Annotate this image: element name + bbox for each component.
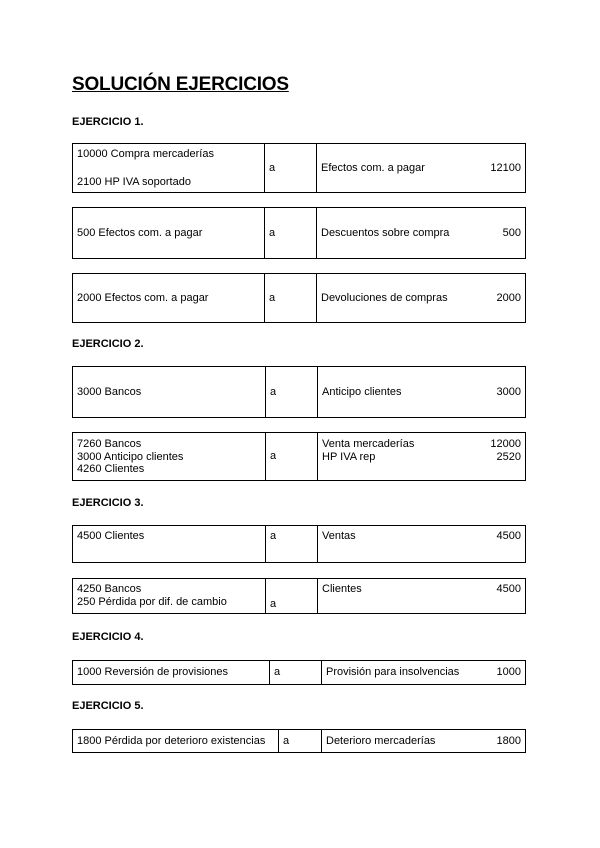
credit-amount: 12000 — [490, 438, 521, 450]
credit-cell — [321, 661, 525, 684]
credit-account: Clientes — [322, 583, 362, 595]
credit-cell — [316, 274, 525, 322]
page-title: SOLUCIÓN EJERCICIOS — [72, 74, 289, 95]
debit-cell — [73, 433, 265, 480]
credit-line — [322, 451, 521, 464]
journal-entry — [72, 578, 526, 614]
exercise-3-heading: EJERCICIO 3. — [72, 497, 144, 509]
credit-account: Venta mercaderías — [322, 438, 415, 450]
credit-amount: 4500 — [496, 583, 521, 595]
credit-line — [326, 666, 521, 679]
connector-cell — [264, 208, 316, 258]
journal-entry — [72, 660, 526, 685]
journal-entry — [72, 366, 526, 418]
credit-account: Devoluciones de compras — [321, 291, 448, 304]
exercise-4-heading: EJERCICIO 4. — [72, 631, 144, 643]
debit-cell — [73, 208, 264, 258]
debit-line: 250 Pérdida por dif. de cambio — [77, 596, 227, 608]
connector-cell — [265, 579, 317, 613]
credit-line — [322, 530, 521, 543]
credit-line — [322, 583, 521, 596]
credit-amount: 1800 — [496, 734, 521, 747]
credit-line — [321, 227, 521, 240]
connector-cell — [264, 274, 316, 322]
credit-amount: 2000 — [496, 291, 521, 304]
connector-cell — [269, 661, 321, 684]
connector-cell — [264, 144, 316, 192]
debit-cell — [73, 730, 278, 752]
credit-account: HP IVA rep — [322, 450, 376, 463]
debit-line: 2000 Efectos com. a pagar — [77, 291, 209, 304]
debit-cell — [73, 274, 264, 322]
credit-account: Provisión para insolvencias — [326, 666, 460, 678]
debit-line: 1800 Pérdida por deterioro existencias — [77, 734, 266, 747]
journal-entry — [72, 207, 526, 259]
credit-amount: 1000 — [496, 666, 521, 678]
credit-amount: 2520 — [496, 450, 521, 463]
credit-cell — [317, 433, 525, 480]
journal-entry — [72, 525, 526, 563]
credit-cell — [321, 730, 525, 752]
connector: a — [270, 530, 277, 542]
credit-cell — [316, 208, 525, 258]
connector: a — [270, 598, 277, 610]
debit-cell — [73, 579, 265, 613]
credit-amount: 4500 — [496, 530, 521, 542]
connector: a — [270, 450, 277, 463]
credit-amount: 3000 — [496, 385, 521, 398]
credit-line — [322, 438, 521, 451]
debit-cell — [73, 526, 265, 562]
credit-account: Efectos com. a pagar — [321, 161, 425, 174]
connector: a — [269, 291, 276, 304]
exercise-1-heading: EJERCICIO 1. — [72, 116, 144, 128]
debit-cell — [73, 661, 269, 684]
credit-line — [321, 162, 521, 175]
exercise-2-heading: EJERCICIO 2. — [72, 338, 144, 350]
debit-line: 4250 Bancos — [77, 583, 142, 595]
credit-line — [322, 386, 521, 399]
debit-line: 7260 Bancos — [77, 438, 142, 450]
connector: a — [270, 385, 277, 398]
credit-cell — [316, 144, 525, 192]
credit-cell — [317, 579, 525, 613]
credit-cell — [317, 367, 525, 417]
credit-account: Anticipo clientes — [322, 385, 402, 398]
debit-line: 1000 Reversión de provisiones — [77, 666, 229, 678]
debit-line: 10000 Compra mercaderías — [77, 148, 214, 160]
connector-cell — [265, 367, 317, 417]
debit-line: 4260 Clientes — [77, 463, 145, 475]
journal-entry — [72, 432, 526, 481]
credit-account: Deterioro mercaderías — [326, 734, 436, 747]
journal-entry — [72, 273, 526, 323]
credit-line — [321, 292, 521, 305]
journal-entry — [72, 143, 526, 193]
debit-line: 500 Efectos com. a pagar — [77, 226, 203, 239]
credit-line — [326, 735, 521, 748]
debit-line: 3000 Bancos — [77, 385, 142, 398]
debit-line: 4500 Clientes — [77, 530, 145, 542]
exercise-5-heading: EJERCICIO 5. — [72, 700, 144, 712]
connector-cell — [265, 433, 317, 480]
credit-amount: 12100 — [490, 161, 521, 174]
debit-cell — [73, 144, 264, 192]
connector: a — [269, 226, 276, 239]
journal-entry — [72, 729, 526, 753]
credit-account: Descuentos sobre compra — [321, 226, 450, 239]
credit-cell — [317, 526, 525, 562]
connector: a — [274, 666, 281, 678]
credit-account: Ventas — [322, 530, 356, 542]
debit-line: 3000 Anticipo clientes — [77, 450, 184, 463]
debit-line: 2100 HP IVA soportado — [77, 176, 191, 188]
connector: a — [269, 161, 276, 174]
credit-amount: 500 — [502, 226, 521, 239]
connector-cell — [278, 730, 321, 752]
connector-cell — [265, 526, 317, 562]
debit-cell — [73, 367, 265, 417]
connector: a — [283, 734, 290, 747]
